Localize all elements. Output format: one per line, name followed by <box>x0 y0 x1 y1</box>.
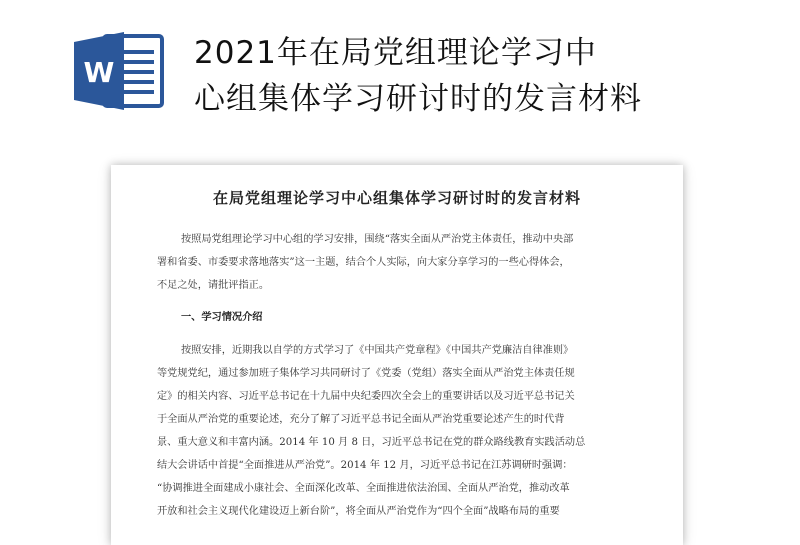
document-title: 在局党组理论学习中心组集体学习研讨时的发言材料 <box>212 189 581 207</box>
section-paragraph <box>157 339 639 523</box>
intro-paragraph <box>157 228 639 297</box>
section-heading: 一、学习情况介绍 <box>181 311 263 323</box>
page-title-line-1: 2021年在局党组理论学习中 <box>194 35 597 71</box>
section-line: 按照安排，近期我以自学的方式学习了《中国共产党章程》《中国共产党廉洁自律准则》 <box>181 345 574 356</box>
section-line: 景、重大意义和丰富内涵。2014 年 10 月 8 日，习近平总书记在党的群众路线教育实践活动总 <box>157 437 586 448</box>
word-icon <box>74 32 166 110</box>
page-title-line-2: 心组集体学习研讨时的发言材料 <box>194 81 642 117</box>
section-line: “协调推进全面建成小康社会、全面深化改革、全面推进依法治国、全面从严治党，推动改革 <box>157 483 570 494</box>
section-line: 结大会讲话中首提“全面推进从严治党”。2014 年 12 月，习近平总书记在江苏调研时强调： <box>157 460 573 471</box>
svg-text:W: W <box>83 56 115 89</box>
intro-line: 署和省委、市委要求落地落实”这一主题，结合个人实际，向大家分享学习的一些心得体会， <box>157 257 570 268</box>
section-line: 于全面从严治党的重要论述，充分了解了习近平总书记全面从严治党重要论述产生的时代背 <box>157 414 565 425</box>
intro-line: 按照局党组理论学习中心组的学习安排，围绕“落实全面从严治党主体责任，推动中央部 <box>181 234 574 245</box>
section-line: 定》的相关内容、习近平总书记在十九届中央纪委四次全会上的重要讲话以及习近平总书记关 <box>157 391 575 402</box>
section-line: 开放和社会主义现代化建设迈上新台阶”，将全面从严治党作为“四个全面”战略布局的重要 <box>157 506 560 517</box>
intro-line: 不足之处，请批评指正。 <box>157 280 270 291</box>
document-page-preview <box>111 165 683 545</box>
section-line: 等党规党纪，通过参加班子集体学习共同研讨了《党委（党组）落实全面从严治党主体责任规 <box>157 368 575 379</box>
page-title <box>194 30 774 122</box>
